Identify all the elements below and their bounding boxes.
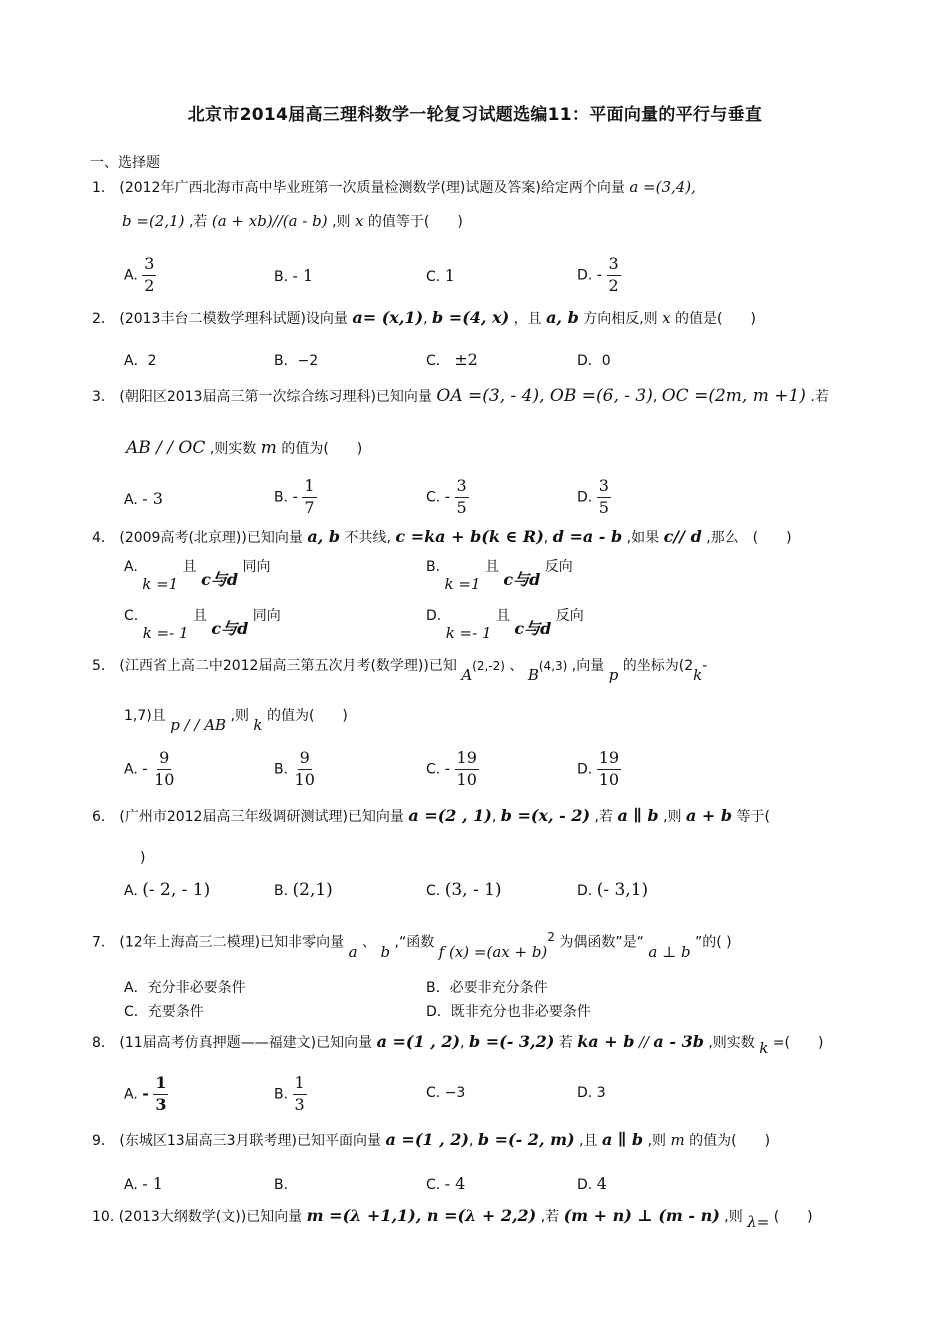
question-5-line-1: 5． (江西省上高二中2012届高三第五次月考(数学理))已知 A(2,-2) 、 B(4,3) ,向量 p 的坐标为(2k- xyxy=(92,658,708,684)
page-title: 北京市2014届高三理科数学一轮复习试题选编11：平面向量的平行与垂直 xyxy=(187,105,763,125)
question-5-line-2: 1,7)且 p / / AB ,则 k 的值为( ) xyxy=(124,708,348,734)
q2-option-b[interactable]: B．−2 xyxy=(274,353,319,369)
q1-option-c[interactable]: C. 1 xyxy=(426,266,455,285)
q9-option-a[interactable]: A. - 1 xyxy=(124,1174,163,1193)
fraction: $\frac{9}{10}$ xyxy=(294,748,315,789)
question-1-line-2: b =(2,1) ,若 (a + xb)//(a - b) ,则 x 的值等于( ) xyxy=(122,212,463,230)
q5-option-d[interactable]: D. $\frac{19}{10}$ xyxy=(577,748,620,789)
q6-option-c[interactable]: C. (3, - 1) xyxy=(426,880,502,900)
fraction: $\frac{9}{10}$ xyxy=(154,748,175,789)
question-8-line-1: 8． (11届高考仿真押题——福建文)已知向量 a =(1 , 2), b =(- 3,2) 若 ka + b // a - 3b ,则实数 k =( ) xyxy=(92,1032,824,1057)
fraction: $\frac{3}{5}$ xyxy=(456,476,467,517)
q4-option-d[interactable]: D. k =- 1 且 c与d 反向 xyxy=(426,608,584,642)
vector-a-expression: a =(3,4), xyxy=(629,178,696,196)
fraction: $\frac{3}{2}$ xyxy=(608,254,619,295)
vector-b-expression: b =(2,1) xyxy=(122,212,185,230)
q2-option-c[interactable]: C． ±2 xyxy=(426,350,478,369)
q4-option-c[interactable]: C. k =- 1 且 c与d 同向 xyxy=(124,608,281,642)
question-3-line-1: 3． (朝阳区2013届高三第一次综合练习理科)已知向量 OA =(3, - 4), OB =(6, - 3), OC =(2m, m +1) .若 xyxy=(92,386,829,406)
section-heading: 一、选择题 xyxy=(90,155,160,171)
q9-option-b[interactable]: B. xyxy=(274,1177,289,1193)
q1-option-d[interactable]: D. - $\frac{3}{2}$ xyxy=(577,254,619,295)
fraction: $\frac{3}{5}$ xyxy=(598,476,609,517)
fraction: $\frac{1}{3}$ xyxy=(294,1073,305,1114)
fraction: $\frac{1}{7}$ xyxy=(304,476,315,517)
q5-option-b[interactable]: B. $\frac{9}{10}$ xyxy=(274,748,315,789)
q1-option-a[interactable]: A. $\frac{3}{2}$ xyxy=(124,254,155,295)
q3-option-d[interactable]: D. $\frac{3}{5}$ xyxy=(577,476,609,517)
q1-option-b[interactable]: B. - 1 xyxy=(274,266,314,285)
q9-option-d[interactable]: D. 4 xyxy=(577,1174,607,1193)
q3-option-b[interactable]: B. - $\frac{1}{7}$ xyxy=(274,476,315,517)
question-4-line-1: 4． (2009高考(北京理))已知向量 a, b 不共线, c =ka + b(k ∈ R), d =a - b ,如果 c// d ,那么 ( ) xyxy=(92,527,792,546)
q3-option-c[interactable]: C. - $\frac{3}{5}$ xyxy=(426,476,467,517)
q6-option-a[interactable]: A. (- 2, - 1) xyxy=(124,880,211,900)
q7-option-a[interactable]: A．充分非必要条件 xyxy=(124,980,246,996)
question-2-line-1: 2． (2013丰台二模数学理科试题)设向量 a= (x,1), b =(4, x) ，且 a, b 方向相反,则 x 的值是( ) xyxy=(92,308,756,327)
q7-option-b[interactable]: B．必要非充分条件 xyxy=(426,980,548,996)
q8-option-c[interactable]: C. −3 xyxy=(426,1085,466,1101)
question-1-line-1: 1． (2012年广西北海市高中毕业班第一次质量检测数学(理)试题及答案)给定两个向量 a =(3,4), xyxy=(92,178,696,196)
question-3-line-2: AB / / OC ,则实数 m 的值为( ) xyxy=(126,438,363,458)
question-7-line-1: 7． (12年上海高三二模理)已知非零向量 a 、 b ,“函数 f (x) =(ax + b)$^2$ 为偶函数”是“ a ⊥ b ”的( ) xyxy=(92,930,732,961)
q4-option-a[interactable]: A. k =1 且 c与d 同向 xyxy=(124,559,271,593)
fraction: $\frac{1}{3}$ xyxy=(155,1073,167,1114)
q4-option-b[interactable]: B. k =1 且 c与d 反向 xyxy=(426,559,573,593)
question-9-line-1: 9． (东城区13届高三3月联考理)已知平面向量 a =(1 , 2), b =(- 2, m) ,且 a ∥ b ,则 m 的值为( ) xyxy=(92,1130,771,1149)
q9-option-c[interactable]: C. - 4 xyxy=(426,1174,466,1193)
question-10-line-1: 10. (2013大纲数学(文))已知向量 m =(λ +1,1), n =(λ + 2,2) ,若 (m + n) ⊥ (m - n) ,则 λ= ( ) xyxy=(92,1206,813,1231)
q8-option-b[interactable]: B. $\frac{1}{3}$ xyxy=(274,1073,305,1114)
q8-option-d[interactable]: D. 3 xyxy=(577,1085,606,1101)
fraction: $\frac{3}{2}$ xyxy=(144,254,155,295)
q6-option-b[interactable]: B. (2,1) xyxy=(274,880,333,900)
question-6-line-2: ) xyxy=(140,850,146,866)
fraction: $\frac{19}{10}$ xyxy=(598,748,620,789)
fraction: $\frac{19}{10}$ xyxy=(456,748,477,789)
q2-option-a[interactable]: A．2 xyxy=(124,353,157,369)
q7-option-d[interactable]: D．既非充分也非必要条件 xyxy=(426,1004,591,1020)
q5-option-c[interactable]: C. - $\frac{19}{10}$ xyxy=(426,748,477,789)
q5-option-a[interactable]: A. - $\frac{9}{10}$ xyxy=(124,748,175,789)
question-6-line-1: 6． (广州市2012届高三年级调研测试理)已知向量 a =(2 , 1), b =(x, - 2) ,若 a ∥ b ,则 a + b 等于( xyxy=(92,806,771,825)
q2-option-d[interactable]: D．0 xyxy=(577,353,611,369)
q8-option-a[interactable]: A. - $\frac{1}{3}$ xyxy=(124,1073,167,1114)
q3-option-a[interactable]: A. - 3 xyxy=(124,489,163,508)
q6-option-d[interactable]: D. (- 3,1) xyxy=(577,880,649,900)
parallel-condition: (a + xb)//(a - b) xyxy=(211,212,328,230)
q7-option-c[interactable]: C．充要条件 xyxy=(124,1004,204,1020)
